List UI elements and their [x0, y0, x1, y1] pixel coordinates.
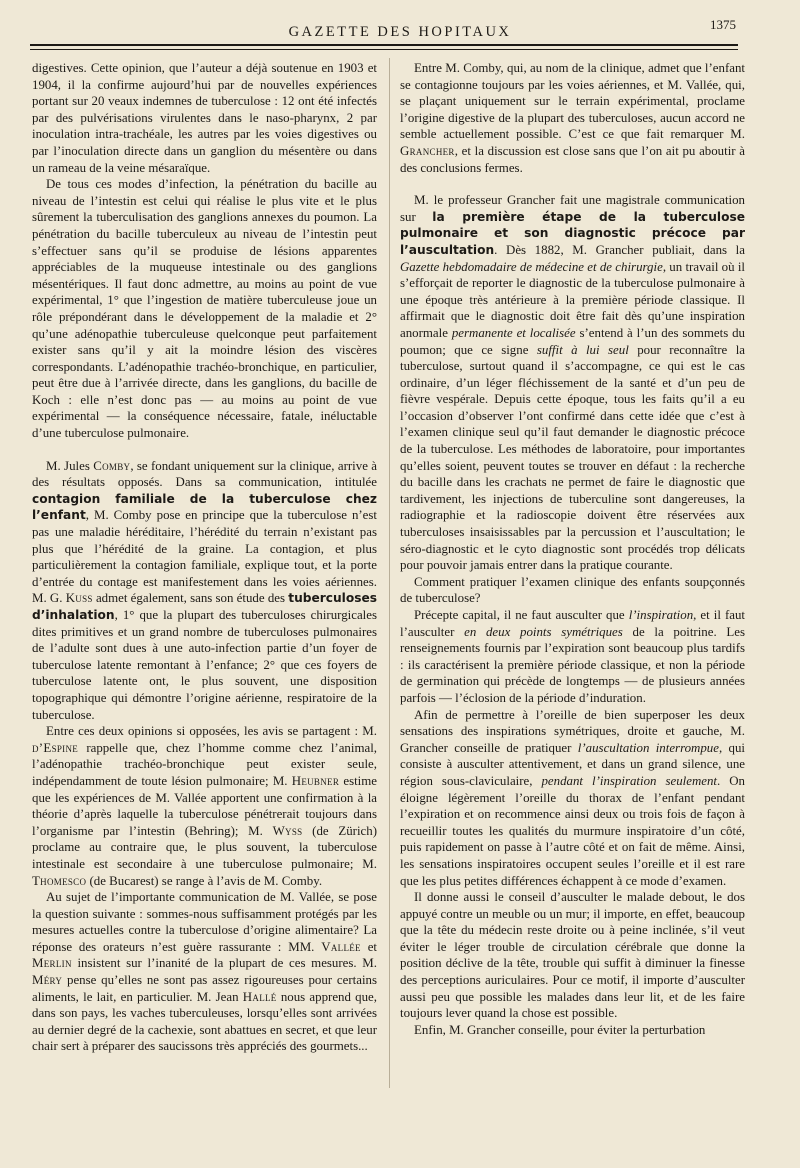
paragraph: De tous ces modes d’infection, la pénétration du bacille au niveau de l’intestin est celui qui réalise le plus vite et le plus sûrement la tuberculisation des ganglions annexes du poumon. La pénétration du bacille tuberculeux au niveau de l’intestin peut s’effectuer sans qu’il se produise de lésions apparentes appréciables de la muqueuse intestinale ou des ganglions mésentériques. Il faut donc admettre, au moins au point de vue expérimental, 1° que l’ingestion de matière tuberculeuse joue un rôle prépondérant dans le développement de la maladie et 2° qu’une adénopathie tuberculeuse quelconque peut parfaitement exister sans qu’il y ait la moindre lésion des viscères correspondants. L’adénopathie trachéo-bronchique, en particulier, peut être due à l’arrivée directe, dans les ganglions, du bacille de Koch : elle n’est donc pas — au moins au point de vue expérimental — la conséquence nécessaire, fatale, inéluctable d’une tuberculose pulmonaire.	[32, 177, 377, 441]
paragraph: Comment pratiquer l’examen clinique des enfants soupçonnés de tuberculose?	[400, 574, 745, 606]
journal-title: GAZETTE DES HOPITAUX	[288, 24, 512, 40]
paragraph: M. Jules Comby, se fondant uniquement sur la clinique, arrive à des résultats opposés. Dans sa communication, intitulée contagion familiale de la tuberculose chez l’enfant, M. Comby pose en principe que la tuberculose n’est pas une maladie héréditaire, l’hérédité du terrain n’existant pas plus que l’hérédité de la graine. La contagion, et plus particulièrement la contagion familiale, explique tout, et la porte d’entrée du contage est manifestement dans les voies aériennes. M. G. Kuss admet également, sans son étude des tuberculoses d’inhalation, 1° que la plupart des tuberculoses chirurgicales dites primitives et un grand nombre de tuberculoses pulmonaires de l’adulte sont dues à une auto-infection partie d’un foyer de tuberculose latente remontant à l’enfance; 2° que ces foyers de tuberculose latente ont, le plus souvent, une disposition topographique qui démontre l’origine aérienne, respiratoire de la tuberculose.	[32, 458, 377, 722]
column-divider	[389, 58, 390, 1088]
paragraph: M. le professeur Grancher fait une magistrale communication sur la première étape de la tuberculose pulmonaire et son diagnostic précoce par l’auscultation. Dès 1882, M. Grancher publiait, dans la Gazette hebdomadaire de médecine et de chirurgie, un travail où il s’efforçait de reporter le diagnostic de la tuberculose pulmonaire à une époque très antérieure à la première période classique. Il affirmait que le diagnostic doit être fait dès qu’une inspiration anormale permanente et localisée s’entend à l’un des sommets du poumon; que ce signe suffit à lui seul pour reconnaître la tuberculose, surtout quand il s’accompagne, ce qui est le cas ordinaire, d’un léger fléchissement de la santé et d’un peu de fièvre vespérale. Depuis cette époque, tous les faits qu’il a eu l’occasion d’observer l’ont confirmé dans cette idée que c’est à l’examen clinique seul qu’il faut demander le diagnostic précoce de la tuberculose. Les méthodes de laboratoire, pour importantes qu’elles soient, peuvent toutes se trouver en défaut : la recherche du bacille dans les crachats ne permet de faire le diagnostic que tardivement, les injections de tuberculine sont dangereuses, la radiographie et la radioscopie doivent être réservées aux tuberculoses insaisissables par la percussion et l’auscultation; le séro-diagnostic et le cyto diagnostic sont procédés trop délicats pour pouvoir jamais entrer dans la pratique courante.	[400, 193, 745, 573]
page-header	[0, 14, 800, 54]
paragraph: digestives. Cette opinion, que l’auteur a déjà soutenue en 1903 et 1904, il la confirme aujourd’hui par de nouvelles expériences portant sur 20 veaux indemnes de tuberculose : 12 ont été infectés par des pulvérisations virulentes dans le naso-pharynx, 2 par inoculation intra-trachéale, les autres par les voies digestives ou par l’inoculation directe dans un ganglion du mésentère ou dans un rameau de la veine mésaraïque.	[32, 61, 377, 175]
page-number: 1375	[710, 17, 736, 32]
paragraph: Entre ces deux opinions si opposées, les avis se partagent : M. d’Espine rappelle que, chez l’homme comme chez l’animal, l’adénopathie trachéo-bronchique peut exister seule, indépendamment de toute lésion pulmonaire; M. Heubner estime que les expériences de M. Vallée apportent une confirmation à la théorie d’après laquelle la tuberculose pénétrerait toujours dans l’organisme par l’intestin (Behring); M. Wyss (de Zürich) proclame au contraire que, le plus souvent, la tuberculose intestinale est secondaire à une tuberculose pulmonaire; M. Thomesco (de Bucarest) se range à l’avis de M. Comby.	[32, 724, 377, 888]
paragraph: Entre M. Comby, qui, au nom de la clinique, admet que l’enfant se contagionne toujours par les voies aériennes, et M. Vallée, qui, se plaçant uniquement sur le terrain expérimental, proclame l’origine digestive de la plupart des tuberculoses, aucun accord ne semble actuellement possible. C’est ce que fait remarquer M. Grancher, et la discussion est close sans que l’on ait pu aboutir à des conclusions fermes.	[400, 61, 745, 175]
right-column	[400, 60, 745, 1140]
paragraph: Précepte capital, il ne faut ausculter que l’inspiration, et il faut l’ausculter en deux points symétriques de la poitrine. Les renseignements fournis par l’expiration sont beaucoup plus tardifs : ils caractérisent la première période classique, et non la période de germination qui précède de longtemps — de plusieurs années parfois — l’éclosion de la période d’induration.	[400, 608, 745, 705]
paragraph: Au sujet de l’importante communication de M. Vallée, se pose la question suivante : sommes-nous suffisamment protégés par les mesures actuelles contre la tuberculose d’origine alimentaire? La réponse des orateurs n’est guère rassurante : MM. Vallée et Merlin insistent sur l’inanité de la plupart de ces mesures. M. Méry pense qu’elles ne sont pas assez rigoureuses pour certains aliments, le lait, en particulier. M. Jean Hallé nous apprend que, dans son pays, les vaches tuberculeuses, lorsqu’elles sont arrivées au dernier degré de la cachexie, sont abattues en secret, et que leur chair sert à préparer des saucissons très appréciés des gourmets...	[32, 890, 377, 1054]
header-rule-thin	[30, 49, 738, 50]
left-column	[32, 60, 377, 1140]
header-rule-thick	[30, 44, 738, 46]
paragraph: Enfin, M. Grancher conseille, pour éviter la perturbation	[414, 1022, 706, 1037]
paragraph: Afin de permettre à l’oreille de bien superposer les deux sensations des inspirations symétriques, droite et gauche, M. Grancher conseille de pratiquer l’auscultation interrompue, qui consiste à ausculter attentivement, et dans un grand silence, une région sous-claviculaire, pendant l’inspiration seulement. On éloigne légèrement l’oreille du thorax de l’enfant pendant l’expiration et on recommence ainsi deux ou trois fois de façon à recueillir toutes les qualités du murmure inspiratoire d’un côté, puis rapidement on passe à l’autre côté et on fait de même. Ainsi, les sensations inspiratoires occupent seules l’oreille et il est rare que les plus petites différences échappent à ce mode d’examen.	[400, 707, 745, 888]
paragraph: Il donne aussi le conseil d’ausculter le malade debout, le dos appuyé contre un meuble ou un mur; il importe, en effet, beaucoup que la tête du médecin reste droite ou à peine inclinée, s’il veut éviter le léger trouble de circulation cérébrale que donne la position déclive de la tête, trouble qui suffit à diminuer la finesse des perceptions auriculaires. Pour ce motif, il importe d’ausculter aussi peu que possible les malades dans leur lit, et de les faire toujours lever quand la chose est possible.	[400, 890, 745, 1021]
